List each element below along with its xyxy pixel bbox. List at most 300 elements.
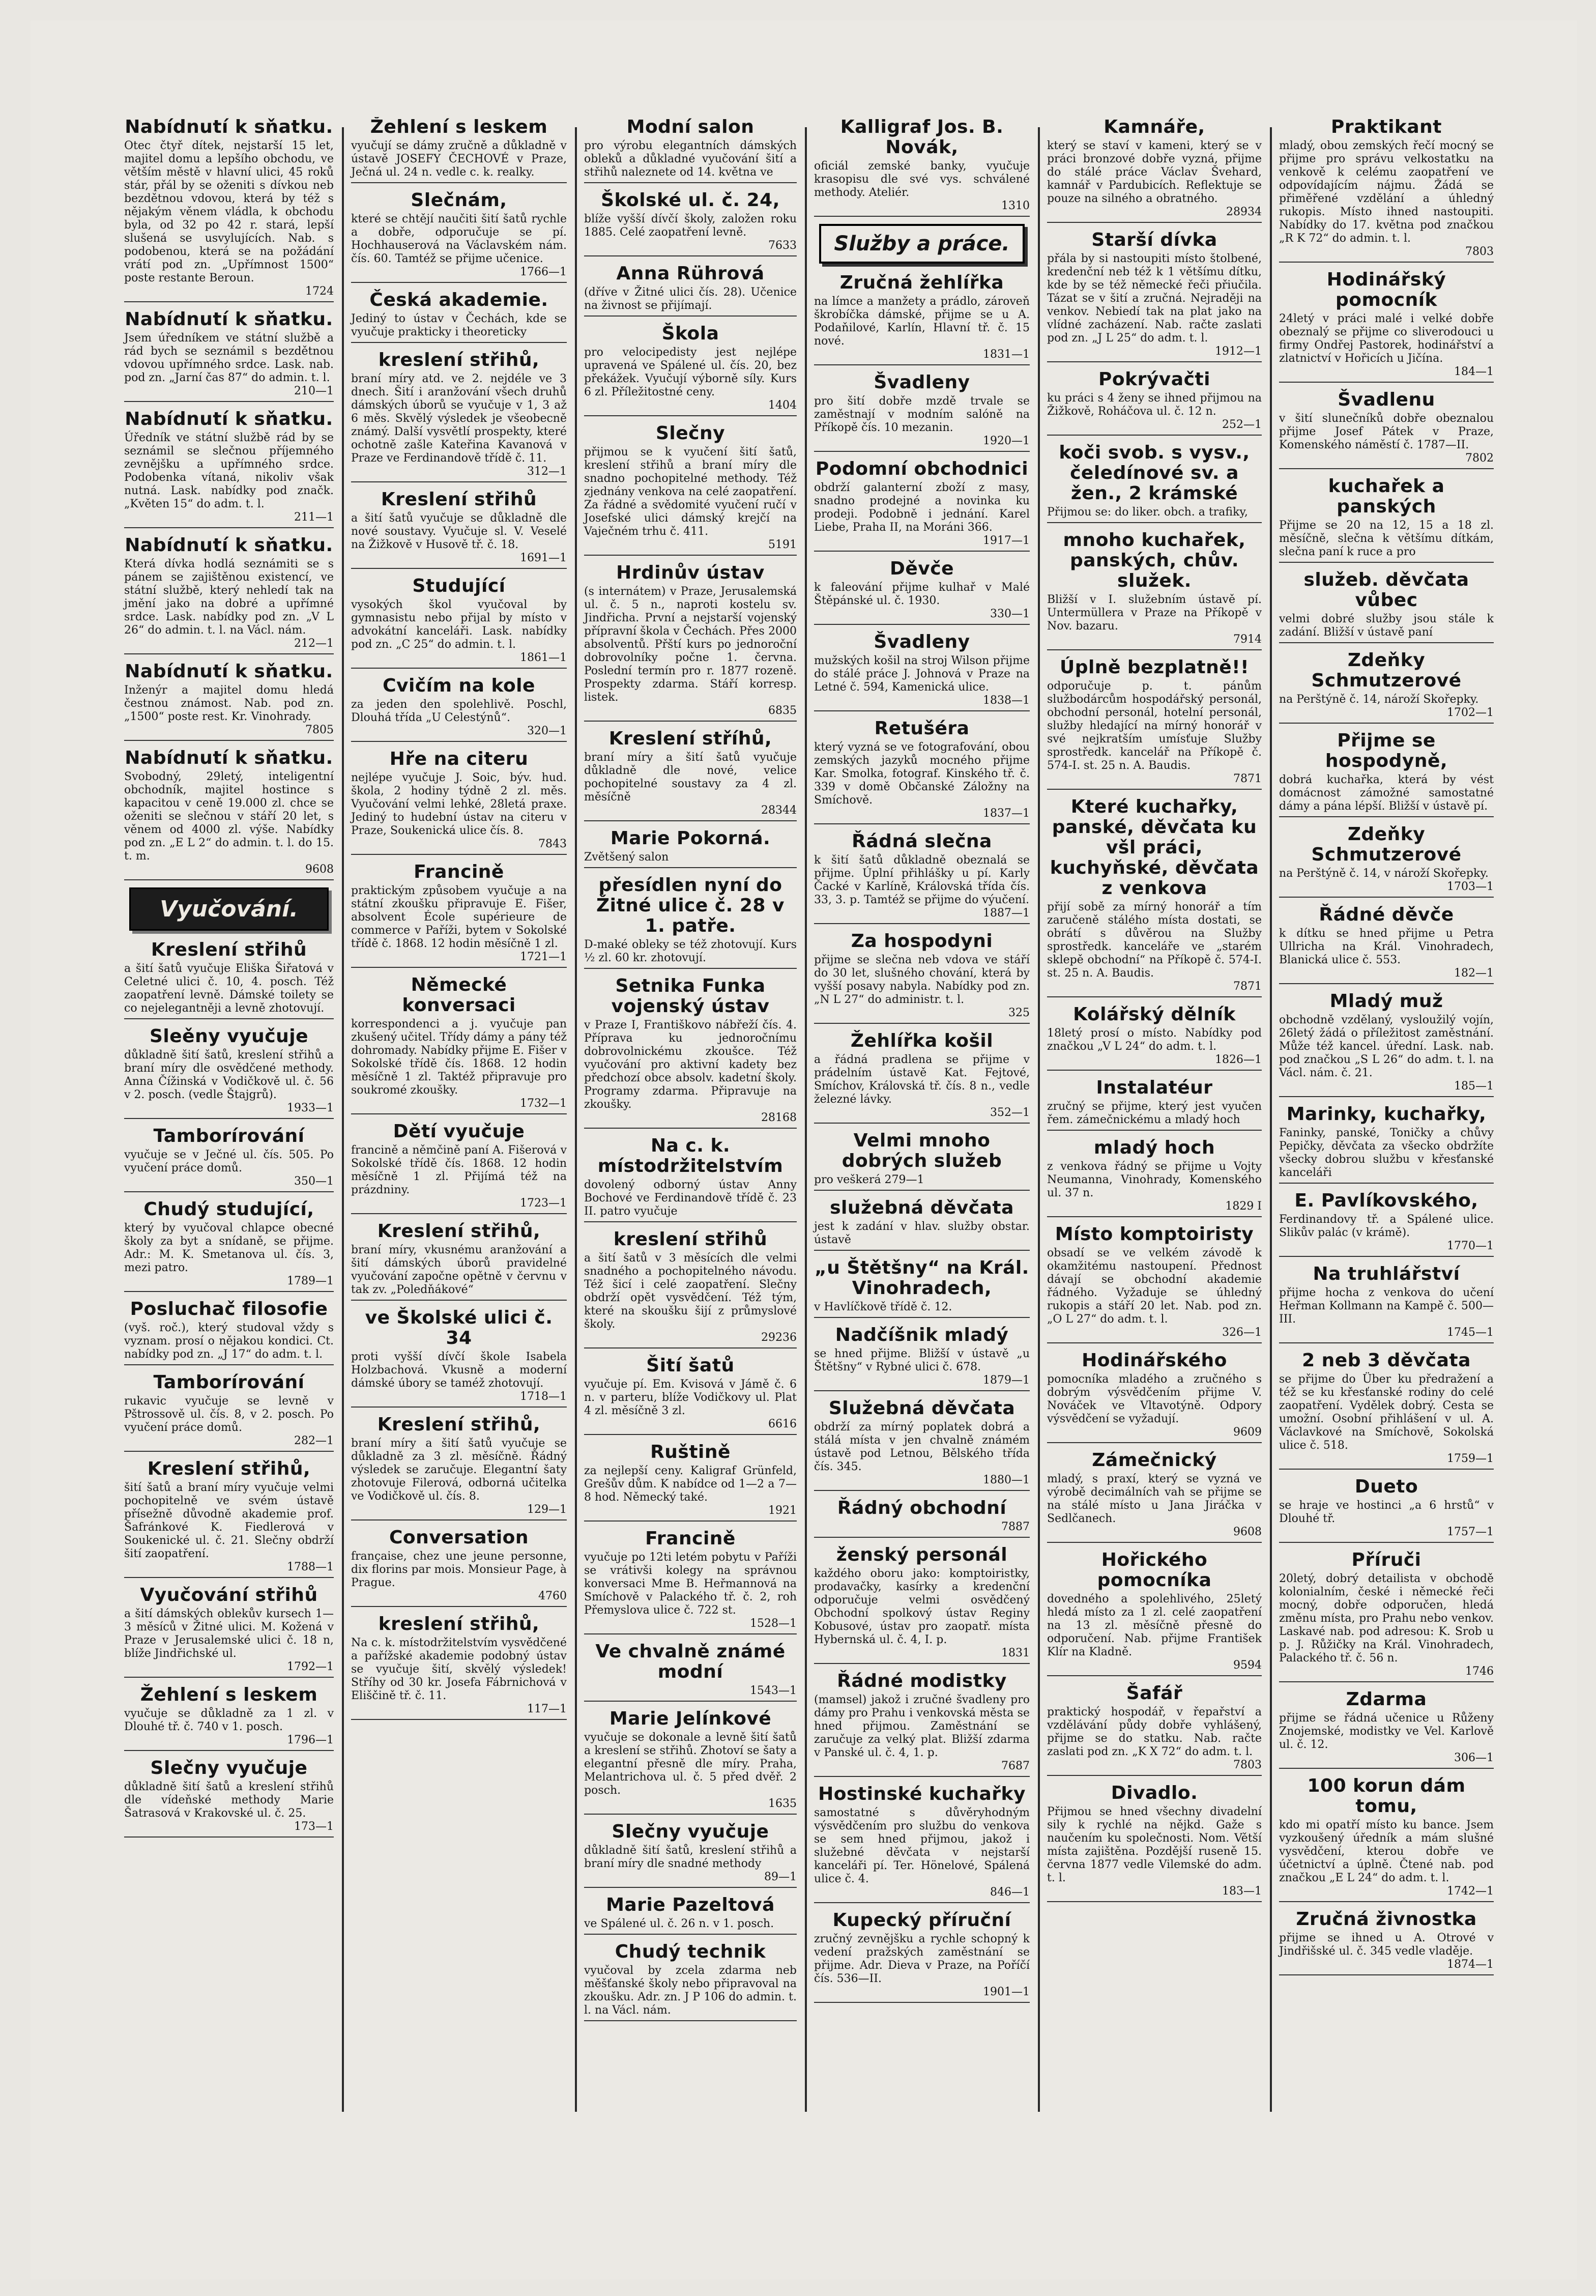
ad-headline: koči svob. s vysv., čeledínové sv. a žen., 2 krámské — [1059, 442, 1250, 504]
ad-number: 1635 — [584, 1797, 797, 1815]
classified-ad — [814, 1784, 1030, 1903]
ad-body: braní míry atd. ve 2. nejdéle ve 3 dnech. Šití i aranžování všech druhů dámských úborů se vyučuje v 1, 3 až 6 měs. Skvělý výsledek je všeobecně známý. Další vysvětlí prospekty, které ochotně zašle Kateřina Kavanová v Praze ve Ferdinandově třídě č. 11. — [351, 372, 567, 465]
ad-headline: Příruči — [1351, 1549, 1421, 1570]
classified-ad — [124, 1126, 334, 1192]
ad-body: který vyzná se ve fotografování, obou zemských jazyků mocného přijme Kar. Smolka, fotograf. Kinského tř. č. 339 v domě Občanské Záložny na Smíchově. — [814, 741, 1030, 807]
ad-body: na Perštýně č. 14, v nároží Skořepky. — [1279, 867, 1489, 880]
ad-body: který se staví v kameni, který se v práci bronzové dobře vyzná, přijme do stálé práce Václav Švehard, kamnář v Pardubicích. Reflektuje se pouze na silného a obratného. — [1047, 139, 1262, 205]
ad-number: 1831 — [814, 1647, 1030, 1664]
classified-ad — [814, 719, 1030, 824]
ad-body: dovedného a spolehlivého, 25letý hledá místo za 1 zl. celé zaopatření na 13 zl. měsíčně přesně do odporučení. Nab. přijme František Klír na Kladně. — [1047, 1593, 1262, 1658]
ad-body: rukavic vyučuje se levně v Pštrossově ul. čís. 8, v 2. posch. Po vyučení práce domů. — [124, 1395, 334, 1434]
column-2 — [344, 117, 574, 2117]
ad-number — [351, 339, 567, 343]
ad-number: 1745—1 — [1279, 1326, 1494, 1343]
ad-headline: mnoho kuchařek, panských, chův. služek. — [1063, 530, 1246, 591]
classified-ad — [1047, 443, 1262, 523]
classified-ad — [351, 350, 567, 482]
ad-body: k dítku se hned přijme u Petra Ullricha na Král. Vinohradech, Blanická ulice č. 553. — [1279, 927, 1494, 966]
ad-headline: Německé konversaci — [402, 974, 516, 1016]
ad-body: (s internátem) v Praze, Jerusalemská ul. č. 5 n., naproti kostelu sv. Jindřicha. První a nejstarší vojenský přípravní škola v Čechách. Přes 2000 absolventů. Přští kurs po jednoroční dobrovolníky počne 1. června. Poslední termín pro r. 1877 rozeně. Prospekty zdarma. Stáří korresp. listek. — [584, 585, 797, 704]
ad-headline: Žehlířka košil — [850, 1030, 994, 1051]
classified-ad — [1279, 270, 1494, 383]
ad-number: 326—1 — [1047, 1326, 1262, 1343]
ad-number: 1543—1 — [584, 1684, 797, 1702]
ad-number — [351, 179, 567, 183]
ad-body: française, chez une jeune personne, dix florins par mois. Monsieur Page, à Prague. — [351, 1550, 567, 1589]
ad-headline: přesídlen nyní do Žitné ulice č. 28 v 1. patře. — [596, 875, 785, 936]
classified-ad — [1047, 1078, 1262, 1131]
ad-body: vyučuje se v Ječné ul. čís. 505. Po vyučení práce domů. — [124, 1149, 334, 1174]
ad-number: 306—1 — [1279, 1752, 1494, 1769]
ad-headline: Posluchač filosofie — [130, 1299, 328, 1319]
ad-body: mladý, obou zemských řečí mocný se přijme pro správu velkostatku na venkově k celému zaopatření ve odpovídajícím nájmu. Žádá se přiměřené vzdělání a úhledný rukopis. Místo ihned nastoupiti. Nabídky do 17. května pod značkou „R K 72“ do admin. t. l. — [1279, 139, 1494, 245]
ad-body: obsadí se ve velkém závodě k okamžitému nastoupení. Přednost dávají se obchodní akademie řádného. Vyžaduje se úhledný rukopis a stáří 20 let. Nab. pod zn. „O L 27“ do adm. t. l. — [1047, 1247, 1262, 1326]
ad-body: a šití dámských oblekův kursech 1—3 měsíců v Žitné ulici. M. Kožená v Praze v Jerusalemské ulici č. 18 n, blíže Jindřichské ul. — [124, 1608, 334, 1660]
ad-number: 1880—1 — [814, 1474, 1030, 1491]
ad-headline: Šafář — [1126, 1683, 1183, 1704]
ad-body: které se chtějí naučiti šití šatů rychle a dobře, odporučuje se pí. Hochhauserová na Václavském nám. čís. 60. Tamtéž se přijme učenice. — [351, 213, 567, 265]
ad-body: praktický hospodář, v řepařství a vzdělávání půdy dobře vyhlášený, přijme se do statku. Nab. račte zaslati pod zn. „K X 72“ do adm. t. l. — [1047, 1706, 1262, 1758]
classified-ad — [351, 290, 567, 343]
ad-headline: Kolářský dělník — [1073, 1004, 1236, 1025]
ad-number: 1837—1 — [814, 807, 1030, 824]
ad-headline: Škola — [661, 323, 719, 344]
ad-number: 1921 — [584, 1504, 797, 1522]
ad-body: ku práci s 4 ženy se ihned přijmou na Žižkově, Roháčova ul. č. 12 n. — [1047, 392, 1262, 418]
ad-number: 7803 — [1279, 245, 1494, 263]
ad-body: 18letý prosí o místo. Nabídky pod značkou „V L 24“ do adm. t. l. — [1047, 1027, 1262, 1053]
ad-body: vysokých škol vyučoval by gymnasistu nebo přijal by místo v advokátní kanceláři. Lask. nabídky pod zn. „C 25“ do admin. t. l. — [351, 598, 567, 651]
ad-headline: Na c. k. místodržitelstvím — [597, 1135, 784, 1176]
ad-headline: služeb. děvčata vůbec — [1303, 569, 1469, 611]
ad-headline: Praktikant — [1331, 117, 1442, 137]
ad-number: 211—1 — [124, 511, 334, 528]
ad-number: 183—1 — [1047, 1885, 1262, 1902]
ad-body: Jediný to ústav v Čechách, kde se vyučuje prakticky i theoreticky — [351, 312, 567, 338]
classified-ad — [351, 1122, 567, 1214]
ad-body: přála by si nastoupiti místo štolbené, kredenční neb též k 1 většímu dítku, kde by se též německé řeči přiučila. Tázat se v šití a zručná. Nejraději na venkov. Nebiedí tak na plat jako na vlídné zacházení. Nab. račte zaslati pod zn. „J L 25“ do adm. t. l. — [1047, 252, 1262, 345]
ad-body: v Havlíčkově třídě č. 12. — [814, 1301, 952, 1313]
ad-number: 252—1 — [1047, 418, 1262, 436]
classified-ad — [124, 748, 334, 880]
ad-headline: mladý hoch — [1093, 1137, 1215, 1158]
ad-number: 330—1 — [814, 608, 1030, 625]
ad-number: 6616 — [584, 1418, 797, 1435]
ad-headline: Sleěny vyučuje — [149, 1026, 308, 1047]
ad-number: 7687 — [814, 1760, 1030, 1777]
classified-ad — [1047, 1450, 1262, 1543]
ad-headline: Marie Jelínkové — [609, 1708, 772, 1729]
ad-number — [584, 2017, 797, 2021]
classified-ad — [814, 559, 1030, 625]
ad-headline: Hodinářský pomocník — [1326, 269, 1446, 310]
classified-ad — [1279, 1689, 1494, 1769]
ad-number: 9594 — [1047, 1659, 1262, 1676]
ad-body: na Perštýně č. 14, nároží Skořepky. — [1279, 693, 1479, 706]
ad-number: 1732—1 — [351, 1097, 567, 1114]
classified-ad — [1279, 390, 1494, 469]
ad-headline: Kreslení střihů — [381, 489, 537, 510]
ad-headline: Francině — [645, 1528, 736, 1549]
ad-body: vyučuje po 12ti letém pobytu v Paříži se vrátivši kolegy na správnou konversaci Mme B. Heřmannová na Smíchově v Palackého tř. č. 2, roh Přemyslova ulice č. 722 st. — [584, 1551, 797, 1617]
classified-ad — [351, 1308, 567, 1408]
ad-number: 212—1 — [124, 637, 334, 654]
classified-ad — [814, 1258, 1030, 1318]
classified-ad — [1047, 1004, 1262, 1071]
classified-ad — [1279, 905, 1494, 984]
classified-ad — [351, 1415, 567, 1520]
ad-number: 1792—1 — [124, 1660, 334, 1678]
ad-body: vyučoval by zcela zdarma neb měšťanské školy nebo připravoval na zkoušku. Adr. zn. J P 106 do admin. t. l. na Václ. nám. — [584, 1964, 797, 2017]
ad-number: 1703—1 — [1279, 880, 1494, 898]
ad-headline: Velmi mnoho dobrých služeb — [841, 1130, 1002, 1171]
ad-body: praktickým způsobem vyučuje a na státní zkoušku připravuje E. Fišer, absolvent École supérieure de commerce v Paříži, bytem v Sokolské třídě č. 1868. 12 hodin měsíčně 1 zl. — [351, 884, 567, 950]
classified-ad — [1279, 1909, 1494, 1975]
ad-number: 1746 — [1279, 1665, 1494, 1682]
classified-ad — [1279, 1477, 1494, 1543]
classified-ad — [584, 1442, 797, 1522]
ad-headline: Starší dívka — [1091, 229, 1217, 250]
ad-headline: Přijme se hospodyně, — [1325, 730, 1448, 771]
ad-body: korrespondenci a j. vyučuje pan zkušený učitel. Třídy dámy a pány též dohromady. Nabídky přijme E. Fišer v Sokolské třídě čís. 1868. 12 hodin měsíčně 1 zl. Taktéž připravuje pro soukromé zkoušky. — [351, 1018, 567, 1097]
ad-number: 1721—1 — [351, 951, 567, 968]
ad-number: 6835 — [584, 704, 797, 722]
classified-ad — [814, 632, 1030, 711]
ad-number: 312—1 — [351, 465, 567, 482]
ad-headline: Kreslení střihů, — [147, 1458, 311, 1479]
ad-body: přijme se řádná učenice u Růženy Znojemské, modistky ve Vel. Karlově ul. č. 12. — [1279, 1712, 1494, 1751]
ad-number: 1920—1 — [814, 435, 1030, 452]
ad-headline: Setnika Funka vojenský ústav — [611, 975, 770, 1017]
ad-headline: Nabídnutí k sňatku. — [125, 661, 333, 682]
ad-number — [584, 864, 797, 868]
ad-headline: Marie Pazeltová — [606, 1895, 775, 1915]
classified-ad — [124, 409, 334, 528]
ad-body: přijme se ihned u A. Otrové v Jindřišské ul. č. 345 vedle vladěje. — [1279, 1932, 1494, 1958]
ad-number: 7802 — [1279, 452, 1494, 469]
ad-headline: Zdeňky Schmutzerové — [1311, 824, 1462, 865]
ad-headline: Kreslení střihů, — [377, 1221, 541, 1242]
classified-ad — [584, 875, 797, 969]
ad-number: 1887—1 — [814, 907, 1030, 924]
classified-ad — [1279, 824, 1494, 898]
ad-headline: kuchařek a panských — [1328, 476, 1445, 517]
ad-body: přijí sobě za mírný honorář a tím zaručeně stálého místa dostati, se obrátí s důvěrou na Služby sprostředk. kanceláře ve „starém sklepě obchodní“ na Příkopě č. 574-I. st. 25 n. A. Baudis. — [1047, 901, 1262, 980]
ad-body: za jeden den spolehlivě. Poschl, Dlouhá třída „U Celestýnů“. — [351, 698, 567, 724]
ad-body: braní míry a šití šatů vyučuje důkladně dle nové, velice pochopitelné soustavy za 4 zl. měsíčně — [584, 751, 797, 803]
ad-headline: ve Školské ulici č. 34 — [365, 1307, 553, 1348]
ad-number — [124, 1015, 334, 1019]
column-3 — [577, 117, 804, 2117]
ad-body: Zvětšený salon — [584, 851, 669, 864]
ad-body: Přijmou se hned všechny divadelní sily k rychlé na nějkd. Gaže s naučením ku společnosti. Nom. Větší místa zajištěna. Pozdější ruseně 15. června 1877 vedle Vilemské do adm. t. l. — [1047, 1805, 1262, 1884]
ad-number: 352—1 — [814, 1106, 1030, 1124]
ad-number: 1770—1 — [1279, 1240, 1494, 1257]
ad-body: se přijme do Über ku předražení a též se ku křesťanské rodiny do celé zaopatření. Vydělek dobrý. Cesta se umožní. Osobní přihlášení v ul. A. Václavkové na Smíchově, Sokolská ulice č. 518. — [1279, 1373, 1494, 1452]
ad-headline: Anna Rührová — [616, 263, 765, 284]
ad-body: obchodně vzdělaný, vysloužilý vojín, 26letý žádá o příležitost zaměstnání. Může též kancel. úřední. Lask. nab. pod značkou „S L 26“ do adm. t. l. na Václ. nám. č. 21. — [1279, 1014, 1494, 1079]
ad-body: jest k zadání v hlav. služby obstar. ústavě — [814, 1220, 1030, 1246]
classified-ad — [124, 309, 334, 402]
ad-headline: Chudý studující, — [143, 1199, 314, 1220]
classified-ad — [814, 1910, 1030, 2003]
ad-body: Na c. k. místodržitelstvím vysvědčené a pařížské akademie podobný ústav se vyučuje šití, skvělý výsledek! Stříhy od 30 kr. Josefa Fábrnichová v Eliščině tř. č. 11. — [351, 1637, 567, 1702]
ad-number: 1796—1 — [124, 1734, 334, 1751]
ad-body: zručný se přijme, který jest vyučen řem. zámečnickému a mladý hoch — [1047, 1100, 1262, 1126]
classified-ad — [584, 563, 797, 722]
classified-ad — [1279, 1351, 1494, 1470]
ad-body: dobrá kuchařka, která by vést domácnost zámožné samostatné dámy a pána lépší. Bližší v ústavě pí. — [1279, 773, 1494, 813]
ad-headline: Chudý technik — [615, 1941, 766, 1962]
ad-body: přijme se slečna neb vdova ve stáří do 30 let, slušného chování, která by vyšší posavy nabyla. Nabídky pod zn. „N L 27“ do administr. t. l. — [814, 954, 1030, 1006]
classified-ad — [584, 1136, 797, 1222]
ad-number: 182—1 — [1279, 967, 1494, 984]
ad-body: z venkova řádný se přijme u Vojty Neumanna, Vinohrady, Komenského ul. 37 n. — [1047, 1160, 1262, 1199]
ad-number: 28934 — [1047, 206, 1262, 223]
ad-body: ve Spálené ul. č. 26 n. v 1. posch. — [584, 1917, 774, 1930]
ad-body: 24letý v práci malé i velké dobře obeznalý se přijme co sliverodouci u firmy Ondřej Pastorek, hodinářství a zlatnictví v Hořicích u Jičína. — [1279, 312, 1494, 365]
ad-body: Svobodný, 29letý, inteligentní obchodník, majitel hostince s kapacitou v ceně 19.000 zl. chce se oženiti se slečnou v stáří 20 let, s věnem od 4000 zl. výše. Nabídky pod zn. „E L 2“ do admin. t. l. do 15. t. m. — [124, 770, 334, 863]
ad-body: pomocníka mladého a zručného s dobrým výsvědčením přijme V. Nováček ve Vltavotýně. Odpory výsvědčení se vyžadují. — [1047, 1373, 1262, 1425]
ad-headline: Mladý muž — [1329, 991, 1443, 1012]
ad-body: Bližší v I. služebním ústavě pí. Untermüllera v Praze na Příkopě v Nov. bazaru. — [1047, 593, 1262, 633]
ad-headline: Švadleny — [874, 632, 970, 652]
ad-body: velmi dobré služby jsou stále k zadání. Bližší v ústavě paní — [1279, 613, 1494, 639]
ad-body: v šití slunečníků dobře obeznalou přijme Josef Pátek v Praze, Komenského náměstí č. 1787—II. — [1279, 412, 1494, 451]
ad-headline: kreslení střihů, — [378, 350, 540, 370]
ad-headline: Nabídnutí k sňatku. — [125, 309, 333, 330]
ad-body: důkladně šití šatů a kreslení střihů dle vídeňské methody Marie Šatrasová v Krakovské ul. č. 25. — [124, 1781, 334, 1820]
ad-body: dovolený odborný ústav Anny Bochové ve Ferdinandově třídě č. 23 II. patro vyučuje — [584, 1179, 797, 1218]
ad-number: 7914 — [1047, 633, 1262, 650]
ad-headline: Zdarma — [1346, 1689, 1427, 1710]
classified-ad — [814, 1131, 1030, 1191]
classified-ad — [584, 1822, 797, 1888]
ad-number: 282—1 — [124, 1434, 334, 1452]
classified-ad — [814, 1398, 1030, 1491]
classified-ad — [584, 1356, 797, 1435]
ad-headline: „u Štětšny“ na Král. Vinohradech, — [815, 1257, 1029, 1299]
ad-headline: Hrdinův ústav — [616, 562, 765, 583]
classified-ad — [1047, 1351, 1262, 1443]
ad-number: 1874—1 — [1279, 1958, 1494, 1975]
ad-headline: Děvče — [889, 558, 954, 579]
ad-number: 350—1 — [124, 1175, 334, 1192]
classified-ad — [584, 976, 797, 1129]
ad-number: 1724 — [124, 285, 334, 302]
ad-headline: Studující — [412, 576, 506, 596]
classified-ad — [584, 1529, 797, 1634]
ad-headline: Slečny vyučuje — [150, 1758, 308, 1778]
ad-number: 320—1 — [351, 725, 567, 742]
ad-headline: Kreslení stříhů, — [608, 728, 772, 749]
ad-number: 1691—1 — [351, 552, 567, 569]
ad-headline: Zručná živnostka — [1296, 1909, 1477, 1930]
ad-headline: kreslení střihů, — [378, 1614, 540, 1634]
classified-ad — [584, 190, 797, 256]
ad-body: každého oboru jako: komptoiristky, prodavačky, kasírky a kredenční odporučuje velmi osvědčený Obchodní spolkový ústav Reginy Kobusové, ústav pro zaopatř. místa Hybernská ul. č. 4, I. p. — [814, 1567, 1030, 1646]
classified-ad — [1279, 117, 1494, 263]
column-1 — [117, 117, 341, 2117]
ad-body: obdrží za mírný poplatek dobrá a stálá místa v jen chvalně známém ústavě pod Letnou, Bělského třída čís. 345. — [814, 1421, 1030, 1473]
classified-ad — [124, 662, 334, 741]
ad-body: francině a němčině paní A. Fišerová v Sokolské třídě čís. 1868. 12 hodin měsíčně 1 zl. Přijímá též na prázdniny. — [351, 1144, 567, 1196]
ad-number: 28344 — [584, 804, 797, 821]
classified-ad — [351, 975, 567, 1114]
ad-headline: Ve chvalně známé modní — [595, 1641, 786, 1682]
ad-number: 1917—1 — [814, 534, 1030, 552]
ad-body: Která dívka hodlá seznámiti se s pánem se zajištěnou existencí, ve státní službě, který nehledí tak na jmění jako na dobré a upřímné srdce. Lask. nabídky pod zn. „V L 26“ do admin. t. l. na Václ. nám. — [124, 558, 334, 637]
ad-headline: Služebná děvčata — [828, 1398, 1015, 1419]
classified-ad — [351, 749, 567, 855]
ad-body: zručný zevnějšku a rychle schopný k vedení pražských zaměstnání se přijme. Adr. Dieva v Praze, na Poříčí čís. 536—II. — [814, 1933, 1030, 1985]
classified-ad — [584, 1942, 797, 2021]
section-banner: Vyučování. — [129, 887, 329, 931]
classified-ad — [1279, 1776, 1494, 1902]
ad-body: důkladně šití šatů, kreslení střihů a braní míry dle snadné methody — [584, 1844, 797, 1870]
ad-number — [1279, 559, 1494, 563]
ad-headline: Místo komptoiristy — [1055, 1224, 1254, 1245]
ad-number: 1933—1 — [124, 1102, 334, 1119]
ad-headline: Podomní obchodnici — [815, 458, 1029, 479]
ad-body: Přijmou se: do liker. obch. a trafiky, — [1047, 506, 1248, 519]
ad-number — [1279, 639, 1494, 643]
classified-ad — [1047, 1550, 1262, 1676]
ad-body: a šití šatů vyučuje Eliška Šiřatová v Celetné ulici č. 10, 4. posch. Též zaopatření levně. Dámské toilety se co nejelegantněji a levně zhotovují. — [124, 962, 334, 1015]
ad-number: 1912—1 — [1047, 345, 1262, 362]
ad-headline: Kamnáře, — [1104, 117, 1205, 137]
classified-ad — [1047, 1683, 1262, 1776]
ad-number: 1901—1 — [814, 1986, 1030, 2003]
classified-ad — [584, 324, 797, 416]
column-6 — [1272, 117, 1501, 2117]
ad-body: důkladně šití šatů, kreslení střihů a braní míry dle osvědčené methody. Anna Čížinská v Vodičkově ul. č. 56 v 2. posch. (vedle Štajgrů). — [124, 1049, 334, 1101]
classified-ad — [124, 1585, 334, 1678]
ad-headline: Vyučování střihů — [140, 1585, 318, 1605]
ad-headline: Nadčíšnik mladý — [835, 1325, 1009, 1345]
ad-number: 1879—1 — [814, 1374, 1030, 1391]
ad-number: 185—1 — [1279, 1080, 1494, 1097]
classified-ad — [584, 1895, 797, 1935]
ad-headline: Žehlení s leskem — [140, 1684, 318, 1705]
ad-body: se hraje ve hostinci „a 6 hrstů“ v Dlouhé tř. — [1279, 1499, 1494, 1525]
ad-body: kdo mi opatří místo ku bance. Jsem vyzkoušený úředník a mám slušné vysvědčení, kterou dobře ve účetnictví a úplně. Čtené nab. pod značkou „E L 24“ do adm. t. l. — [1279, 1819, 1494, 1884]
ad-body: Přijme se 20 na 12, 15 a 18 zl. měsíčně, slečna k většímu dítkám, slečna paní k ruce a pro — [1279, 519, 1494, 558]
classified-ad — [1279, 476, 1494, 563]
ad-headline: Dětí vyučuje — [393, 1121, 525, 1142]
classified-ad — [1279, 1550, 1494, 1682]
ad-headline: 2 neb 3 děvčata — [1302, 1350, 1471, 1371]
ad-headline: Zručná žehlířka — [839, 272, 1004, 293]
classified-ad — [814, 459, 1030, 552]
ad-body: a řádná pradlena se přijme v prádelním ústavě Kat. Fejtové, Smíchov, Královská tř. čís. 8 n., vedle železné lávky. — [814, 1053, 1030, 1106]
ad-headline: 100 korun dám tomu, — [1307, 1775, 1466, 1817]
ad-body: k šití šatů důkladně obeznalá se přijme. Úplní přihlášky u pí. Karly Čacké v Karlíně, Královská třída čís. 33, 3. p. Tamtéž se přijme do výučení. — [814, 854, 1030, 906]
ad-body: (dříve v Žitné ulici čís. 28). Učenice na živnost se přijímají. — [584, 286, 797, 312]
classified-ad — [1047, 657, 1262, 790]
classified-ad — [584, 1229, 797, 1348]
classified-ad — [814, 931, 1030, 1024]
ad-headline: Marie Pokorná. — [610, 828, 771, 849]
ad-number: 1861—1 — [351, 651, 567, 669]
ad-number: 1829 I — [1047, 1200, 1262, 1217]
ad-number — [1279, 1180, 1494, 1184]
classified-ad — [124, 535, 334, 654]
ad-number — [814, 1247, 1030, 1251]
ad-number: 1310 — [814, 199, 1030, 217]
ad-headline: Nabídnutí k sňatku. — [125, 748, 333, 768]
ad-number: 1404 — [584, 399, 797, 416]
classified-ad — [1279, 991, 1494, 1097]
ad-number: 1826—1 — [1047, 1053, 1262, 1071]
ad-body: na límce a manžety a prádlo, zároveň škrobíčka dámské, přijme se u A. Podaňilové, Karlín, Hlavní tř. č. 15 nové. — [814, 295, 1030, 348]
classified-ad — [1279, 731, 1494, 817]
ad-number — [124, 1361, 334, 1365]
ad-body: oficiál zemské banky, vyučuje krasopisu dle své vys. schválené methody. Ateliér. — [814, 160, 1030, 199]
ad-number: 4760 — [351, 1590, 567, 1607]
ad-number — [584, 1931, 797, 1935]
ad-headline: Retušéra — [874, 718, 970, 739]
ad-number — [1047, 519, 1262, 523]
ad-headline: Zámečnický — [1092, 1450, 1217, 1471]
ad-number — [584, 312, 797, 317]
ad-headline: kreslení střihů — [613, 1229, 768, 1250]
classified-ad — [351, 676, 567, 742]
ad-body: vyučuje se důkladně za 1 zl. v Dlouhé tř. č. 740 v 1. posch. — [124, 1707, 334, 1733]
ad-headline: Slečny — [655, 423, 726, 444]
ad-headline: Řádné modistky — [837, 1671, 1007, 1691]
ad-body: D-maké obleky se též zhotovují. Kurs ½ zl. 60 kr. zhotovují. — [584, 938, 797, 964]
ad-headline: Instalatéur — [1096, 1077, 1213, 1098]
classified-ad — [124, 1758, 334, 1838]
classified-ad — [584, 729, 797, 821]
ad-headline: Hostinské kuchařky — [818, 1784, 1026, 1804]
classified-ad — [124, 1372, 334, 1452]
ad-number: 129—1 — [351, 1503, 567, 1520]
ad-body: Faninky, panské, Toničky a chůvy Pepičky, děvčata za všecko obdržíte všecky dobrou službu v křesťanské kanceláři — [1279, 1127, 1494, 1179]
classified-ad — [351, 1221, 567, 1301]
classified-ad — [814, 1498, 1030, 1538]
classified-ad — [1047, 1783, 1262, 1902]
classified-ad — [814, 117, 1030, 217]
ad-body: vyučuje se dokonale a levně šití šatů a kreslení se střihů. Zhotoví se šaty a elegantní přesně dle míry. Praha, Melantrichova ul. č. 5 před dvěř. 2 posch. — [584, 1731, 797, 1797]
ad-body: vyučuje pí. Em. Kvisová v Jámě č. 6 n. v parteru, blíže Vodičkovy ul. Plat 4 zl. měsíčně 3 zl. — [584, 1378, 797, 1417]
ad-headline: Francině — [414, 862, 504, 882]
ad-body: (mamsel) jakož i zručné švadleny pro dámy pro Prahu i venkovská města se hned přijmou. Zaměstnání se zaručuje za velký plat. Bližší zdarma v Panské ul. č. 4, 1. p. — [814, 1694, 1030, 1759]
ad-number: 7871 — [1047, 980, 1262, 997]
ad-headline: Kreslení střihů, — [377, 1414, 541, 1435]
ad-number: 210—1 — [124, 385, 334, 402]
ad-headline: ženský personál — [836, 1544, 1008, 1565]
ad-number: 1766—1 — [351, 266, 567, 283]
ad-number: 9608 — [124, 863, 334, 880]
ad-headline: Žehlení s leskem — [370, 117, 548, 137]
ad-headline: Nabídnutí k sňatku. — [125, 535, 333, 556]
ad-body: vyučují se dámy zručně a důkladně v ústavě JOSEFY ČECHOVÉ v Praze, Ječná ul. 24 n. vedle c. k. realky. — [351, 139, 567, 179]
ad-headline: Švadlenu — [1338, 389, 1435, 410]
ad-number — [584, 965, 797, 969]
ad-number: 7633 — [584, 239, 797, 256]
classified-ad — [1279, 650, 1494, 724]
classified-ad — [124, 1299, 334, 1365]
ad-headline: Divadlo. — [1111, 1783, 1198, 1803]
ad-number: 28168 — [584, 1111, 797, 1129]
classified-ad — [814, 1031, 1030, 1124]
ad-body: samostatné s důvěryhodným výsvědčením pro službu do venkova se sem hned přijmou, jakož i služebné děvčata v nejstarší kanceláři pí. Ter. Hönelové, Spálená ulice č. 4. — [814, 1806, 1030, 1885]
ad-headline: Školské ul. č. 24, — [601, 190, 780, 211]
ad-number: 846—1 — [814, 1886, 1030, 1903]
